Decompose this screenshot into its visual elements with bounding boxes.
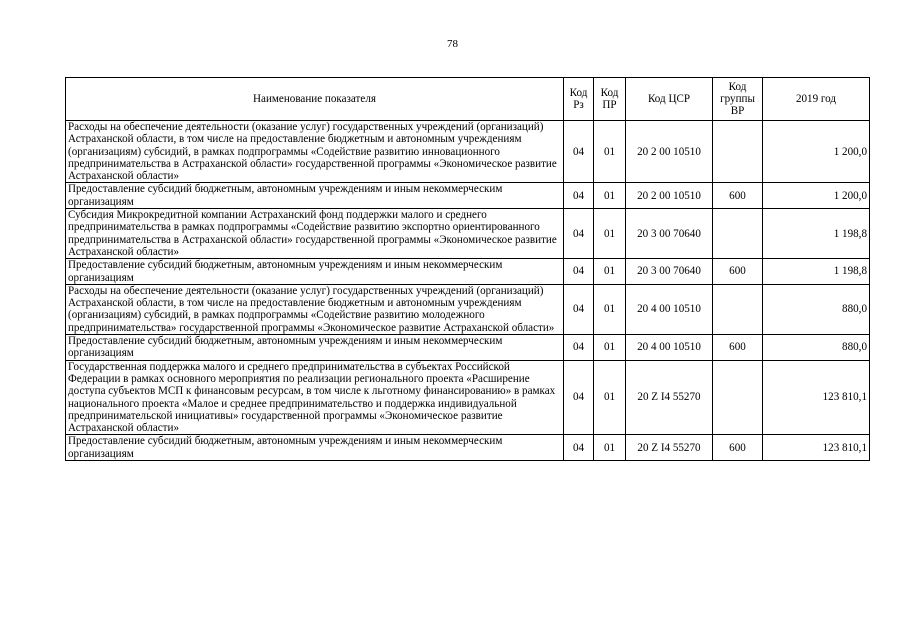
row-amount: 123 810,1 — [763, 435, 870, 461]
row-pr: 01 — [594, 284, 626, 334]
row-csr: 20 2 00 10510 — [626, 121, 713, 183]
table-row — [66, 183, 870, 209]
table-row — [66, 121, 870, 183]
page-number: 78 — [447, 38, 458, 50]
row-name: Предоставление субсидий бюджетным, автономным учреждениям и иным некоммерческим организациям — [66, 435, 564, 461]
row-csr: 20 Z I4 55270 — [626, 435, 713, 461]
row-vr — [713, 360, 763, 435]
row-vr — [713, 284, 763, 334]
row-rz: 04 — [564, 435, 594, 461]
row-csr: 20 4 00 10510 — [626, 335, 713, 361]
row-rz: 04 — [564, 284, 594, 334]
row-pr: 01 — [594, 435, 626, 461]
table-row — [66, 435, 870, 461]
row-name: Предоставление субсидий бюджетным, автономным учреждениям и иным некоммерческим организациям — [66, 259, 564, 285]
header-vr: Код группы ВР — [713, 78, 763, 121]
row-amount: 1 200,0 — [763, 121, 870, 183]
row-pr: 01 — [594, 335, 626, 361]
header-pr: Код ПР — [594, 78, 626, 121]
row-vr — [713, 209, 763, 259]
row-name: Предоставление субсидий бюджетным, автономным учреждениям и иным некоммерческим организациям — [66, 183, 564, 209]
row-pr: 01 — [594, 259, 626, 285]
row-csr: 20 3 00 70640 — [626, 259, 713, 285]
row-rz: 04 — [564, 335, 594, 361]
row-amount: 123 810,1 — [763, 360, 870, 435]
table-header-row — [66, 78, 870, 121]
header-year: 2019 год — [763, 78, 870, 121]
budget-table — [65, 77, 870, 461]
row-vr: 600 — [713, 435, 763, 461]
header-rz: Код Рз — [564, 78, 594, 121]
row-name: Расходы на обеспечение деятельности (оказание услуг) государственных учреждений (организаций) Астраханской области, в том числе на предоставление бюджетным и автономным учреждениям (организациям) субсидий, в рамках подпрограммы «Содействие развитию инновационного предпринимательства в Астраханской области» государственной программы «Экономическое развитие Астраханской области» — [66, 121, 564, 183]
table-row — [66, 209, 870, 259]
row-pr: 01 — [594, 121, 626, 183]
row-name: Государственная поддержка малого и среднего предпринимательства в субъектах Российской Федерации в рамках основного мероприятия по реализации регионального проекта «Расширение доступа субъектов МСП к финансовым ресурсам, в том числе к льготному финансированию» в рамках национального проекта «Малое и среднее предпринимательство и поддержка индивидуальной предпринимательской инициативы» государственной программы «Экономическое развитие Астраханской области» — [66, 360, 564, 435]
row-csr: 20 3 00 70640 — [626, 209, 713, 259]
table-row — [66, 259, 870, 285]
table-row — [66, 335, 870, 361]
row-amount: 1 198,8 — [763, 259, 870, 285]
row-pr: 01 — [594, 183, 626, 209]
row-vr: 600 — [713, 183, 763, 209]
row-rz: 04 — [564, 209, 594, 259]
row-name: Расходы на обеспечение деятельности (оказание услуг) государственных учреждений (организаций) Астраханской области, в том числе на предоставление бюджетным и автономным учреждениям (организациям) субсидий, в рамках подпрограммы «Содействие развитию молодежного предпринимательства» государственной программы «Экономическое развитие Астраханской области» — [66, 284, 564, 334]
row-rz: 04 — [564, 183, 594, 209]
row-vr: 600 — [713, 259, 763, 285]
row-csr: 20 Z I4 55270 — [626, 360, 713, 435]
row-amount: 880,0 — [763, 335, 870, 361]
row-amount: 1 200,0 — [763, 183, 870, 209]
table-row — [66, 360, 870, 435]
row-amount: 880,0 — [763, 284, 870, 334]
header-csr: Код ЦСР — [626, 78, 713, 121]
row-vr — [713, 121, 763, 183]
row-pr: 01 — [594, 360, 626, 435]
row-name: Предоставление субсидий бюджетным, автономным учреждениям и иным некоммерческим организациям — [66, 335, 564, 361]
row-name: Субсидия Микрокредитной компании Астраханский фонд поддержки малого и среднего предпринимательства в рамках подпрограммы «Содействие развитию экспортно ориентированного предпринимательства в Астраханской области» государственной программы «Экономическое развитие Астраханской области» — [66, 209, 564, 259]
row-rz: 04 — [564, 360, 594, 435]
header-name: Наименование показателя — [66, 78, 564, 121]
row-pr: 01 — [594, 209, 626, 259]
row-csr: 20 4 00 10510 — [626, 284, 713, 334]
row-rz: 04 — [564, 121, 594, 183]
table-row — [66, 284, 870, 334]
row-amount: 1 198,8 — [763, 209, 870, 259]
row-rz: 04 — [564, 259, 594, 285]
row-csr: 20 2 00 10510 — [626, 183, 713, 209]
row-vr: 600 — [713, 335, 763, 361]
